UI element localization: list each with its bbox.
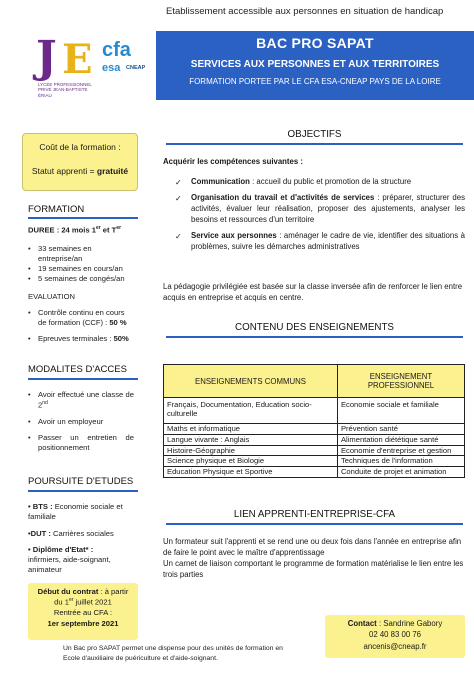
page-title: BAC PRO SAPAT (256, 35, 374, 51)
liaison-p2: Un carnet de liaison comportant le programme de formation matérialise le lien entre les trois parties (163, 558, 464, 579)
table-row (164, 456, 465, 467)
table-cell: Maths et informatique (164, 424, 338, 435)
cost-label: Coût de la formation : (39, 142, 121, 152)
logo-esa: esa (102, 62, 121, 74)
school-logo (36, 32, 162, 98)
contrat-box (28, 583, 138, 640)
poursuite-title: POURSUITE D'ETUDES (28, 476, 134, 487)
objectifs-divider (166, 143, 463, 145)
list-item: • 33 semaines en entreprise/an (26, 244, 134, 264)
table-cell: Français, Documentation, Education socio-culturelle (164, 398, 338, 424)
table-cell: Prévention santé (337, 424, 464, 435)
table-row (164, 434, 465, 445)
table-cell: Techniques de l'information (337, 456, 464, 467)
logo-cneap: CNEAP (126, 65, 146, 71)
list-item: • Avoir effectué une classe de 2nd (26, 390, 134, 411)
logo-lycee-text: LYCÉE PROFESSIONNEL PRIVÉ JEAN-BAPTISTE ÉRIAU (38, 82, 92, 98)
page-subtitle: SERVICES AUX PERSONNES ET AUX TERRITOIRES (190, 59, 440, 70)
list-item: ✓ Service aux personnes : aménager le cadre de vie, identifier des situations à problèmes, suivre les démarches administratives (175, 231, 465, 253)
table-row (164, 424, 465, 435)
logo-letter-j: J (36, 32, 57, 83)
formation-line: FORMATION PORTEE PAR LE CFA ESA-CNEAP PAYS DE LA LOIRE (189, 77, 441, 86)
logo-letter-e: E (62, 36, 93, 83)
logo-cfa: cfa (102, 39, 131, 61)
list-item: • Passer un entretien de positionnement (26, 433, 134, 453)
table-cell: Conduite de projet et animation (337, 467, 464, 478)
formation-duree: DUREE : 24 mois 1er et $T^{er}$ (28, 225, 122, 235)
evaluation-label: EVALUATION (28, 292, 75, 301)
table-cell: Science physique et Biologie (164, 456, 338, 467)
list-item: • Avoir un employeur (26, 417, 134, 427)
table-header-communs: ENSEIGNEMENTS COMMUNS (164, 365, 338, 398)
liaison-text (163, 537, 466, 581)
list-item: ✓ Communication : accueil du public et promotion de la structure (175, 177, 465, 188)
cost-value: gratuité (96, 166, 129, 176)
formation-list (26, 244, 134, 284)
contrat-rentree: Rentrée au CFA : (53, 608, 113, 618)
enseignements-table (163, 364, 465, 478)
formation-divider (28, 217, 138, 219)
contenu-title: CONTENU DES ENSEIGNEMENTS (235, 322, 394, 333)
modalites-divider (28, 378, 138, 380)
list-item: • Contrôle continu en cours de formation (CCF) : 50 % (26, 308, 134, 328)
list-item: • 19 semaines en cours/an (26, 264, 134, 274)
formation-title: FORMATION (28, 204, 85, 215)
objectifs-title: OBJECTIFS (287, 129, 342, 140)
table-cell: Histoire-Géographie (164, 445, 338, 456)
poursuite-bts: • BTS : Economie sociale et familiale (28, 502, 123, 522)
table-cell: Alimentation diététique santé (337, 434, 464, 445)
table-cell: Education Physique et Sportive (164, 467, 338, 478)
contact-line: Contact : Sandrine Gabory (347, 619, 443, 628)
objectifs-list (175, 177, 465, 257)
list-item: • 5 semaines de congés/an (26, 274, 134, 284)
modalites-list (26, 390, 134, 459)
contrat-line2: du 1er juillet 2021 (54, 597, 112, 607)
table-cell: Economie sociale et familiale (337, 398, 464, 424)
table-header-professionnel: ENSEIGNEMENT PROFESSIONNEL (337, 365, 464, 398)
contact-email[interactable]: ancenis@cneap.fr (363, 641, 427, 651)
poursuite-divider (28, 490, 138, 492)
table-cell: Langue vivante : Anglais (164, 434, 338, 445)
list-item: ✓ Organisation du travail et d'activités de services : préparer, structurer des activités, évaluer leur réalisation, proposer des ajustements, analyser les besoins et ressources d'un territoire (175, 193, 465, 226)
evaluation-list (26, 308, 134, 350)
pedagogie-note: La pédagogie privilégiée est basée sur la classe inversée afin de renforcer le lien entre acquis en entreprise et acquis en centre. (163, 282, 463, 303)
modalites-title: MODALITES D'ACCES (28, 364, 127, 375)
footer-note: Un Bac pro SAPAT permet une dispense pour des unités de formation en Ecole d'auxiliaire de puériculture et d'aide-soignant. (63, 645, 283, 662)
access-note: Etablissement accessible aux personnes en situation de handicap (166, 6, 444, 17)
poursuite-dut: •DUT : Carrières sociales (28, 529, 114, 538)
contrat-rentree-date: 1er septembre 2021 (47, 618, 119, 628)
list-item: • Epreuves terminales : 50% (26, 334, 134, 344)
table-row (164, 445, 465, 456)
liaison-p1: Un formateur suit l'apprenti et se rend une ou deux fois dans l'année en entreprise afin de faire le point avec le maître d'apprentissage (163, 537, 462, 557)
table-row (164, 398, 465, 424)
table-row (164, 467, 465, 478)
contenu-divider (166, 336, 463, 338)
header-banner (156, 31, 474, 100)
poursuite-diplome: • Diplôme d'Etat* : infirmiers, aide-soignant, animateur (28, 545, 111, 575)
liaison-title: LIEN APPRENTI-ENTREPRISE-CFA (233, 509, 396, 520)
cost-box (22, 133, 138, 191)
liaison-divider (166, 523, 463, 525)
contact-box (325, 615, 465, 658)
cost-statut: Statut apprenti = gratuité (31, 166, 129, 176)
table-cell: Economie d'entreprise et gestion (337, 445, 464, 456)
contrat-line1: Début du contrat : à partir (37, 587, 129, 596)
contact-phone: 02 40 83 00 76 (368, 630, 422, 640)
objectifs-intro: Acquérir les compétences suivantes : (163, 157, 303, 166)
